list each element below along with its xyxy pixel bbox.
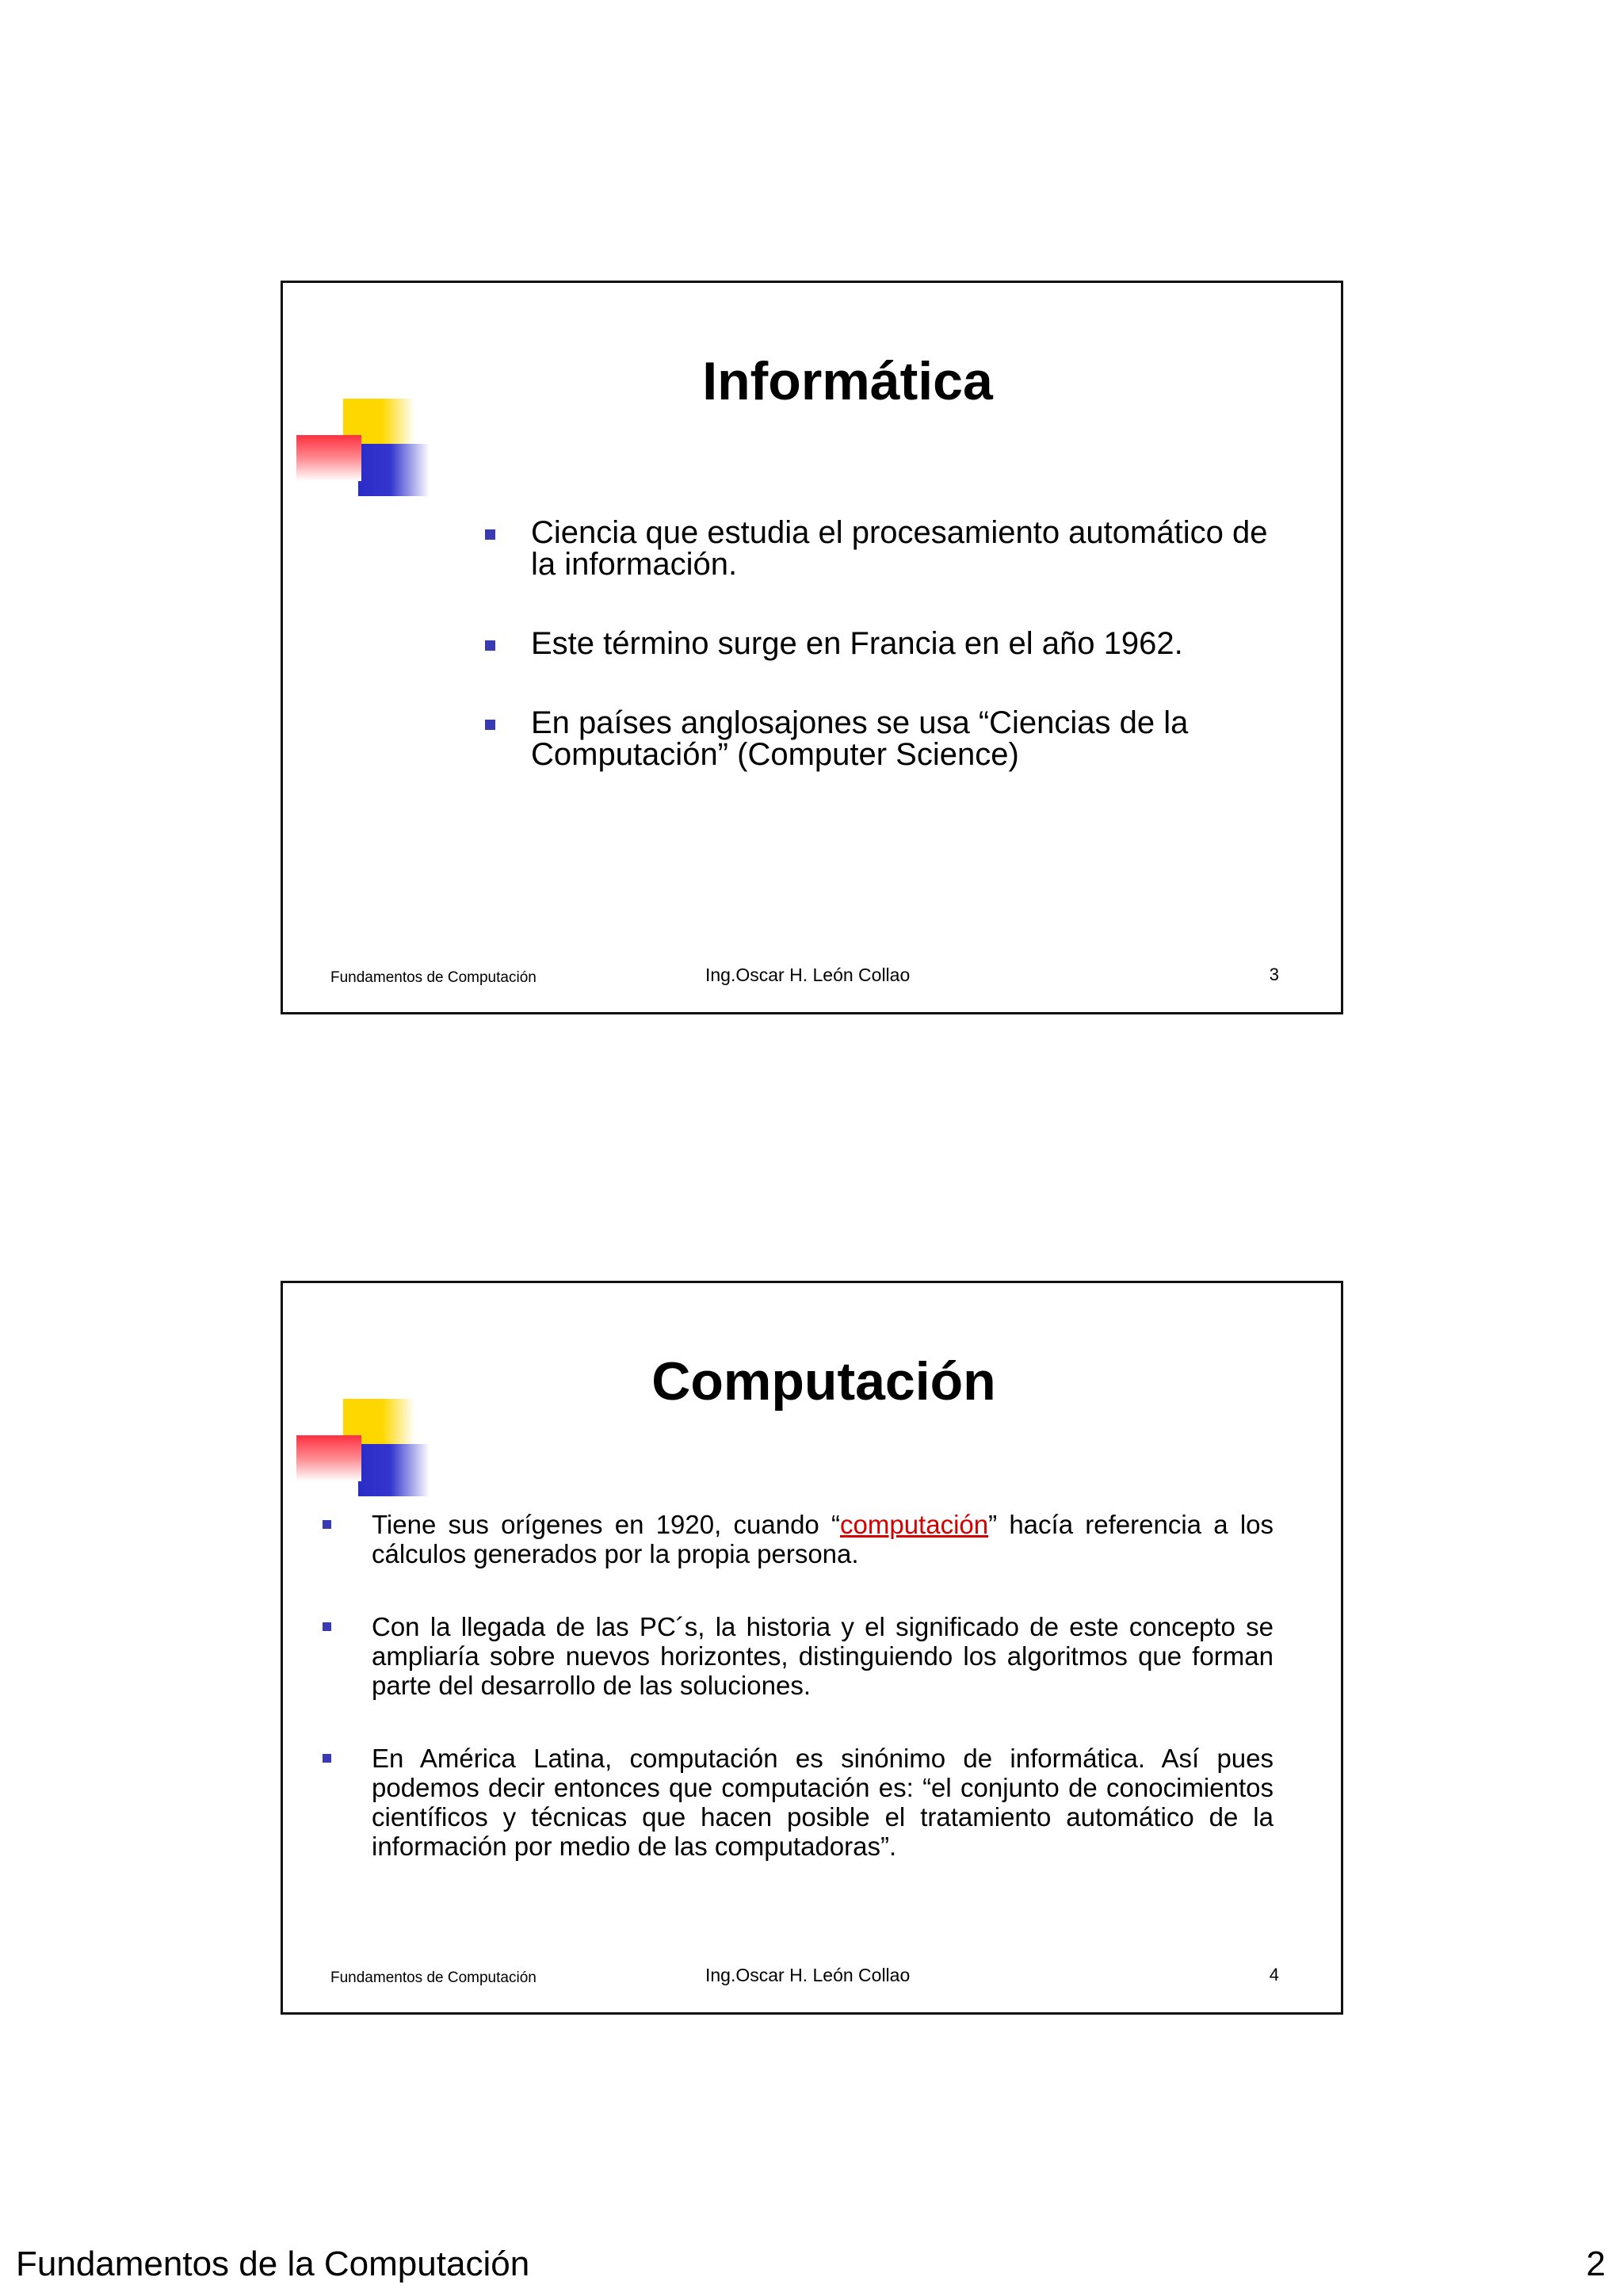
bullet-text — [372, 1510, 1274, 1568]
bullet-list — [323, 1510, 1274, 1904]
bullet-text: En América Latina, computación es sinónimo de informática. Así pues podemos decir entonces que computación es: “el conjunto de conocimientos científicos y técnicas que hacen posible el tratamiento automático de la información por medio de las computadoras”. — [372, 1744, 1274, 1861]
decorative-squares-logo — [296, 1399, 427, 1498]
bullet-text: Ciencia que estudia el procesamiento automático de la información. — [531, 515, 1268, 582]
slide-title: Informática — [702, 351, 993, 411]
decorative-squares-logo — [296, 399, 427, 498]
slide-page-number: 4 — [1269, 1965, 1279, 1985]
page-footer-number: 2 — [1586, 2244, 1606, 2283]
bullet-item — [485, 707, 1285, 770]
bullet-item — [323, 1612, 1274, 1700]
square-bullet-icon — [323, 1520, 331, 1529]
square-bullet-icon — [323, 1622, 331, 1631]
red-square — [296, 1435, 361, 1481]
square-bullet-icon — [485, 720, 495, 730]
bullet-item — [323, 1510, 1274, 1568]
slide-computacion — [281, 1281, 1343, 2015]
computacion-link[interactable]: computación — [840, 1510, 989, 1539]
bullet-text: En países anglosajones se usa “Ciencias de la Computación” (Computer Science) — [531, 705, 1189, 772]
bullet-item — [485, 628, 1285, 659]
slide-footer-author: Ing.Oscar H. León Collao — [705, 965, 911, 985]
square-bullet-icon — [485, 640, 495, 651]
bullet-text-after: ” hacía referencia a los cálculos generados por la propia persona. — [372, 1510, 1274, 1568]
slide-footer-course: Fundamentos de Computación — [330, 969, 537, 986]
square-bullet-icon — [323, 1754, 331, 1763]
red-square — [296, 435, 361, 481]
slide-page-number: 3 — [1269, 965, 1279, 984]
page-footer-title: Fundamentos de la Computación — [16, 2244, 530, 2283]
bullet-text-before: Tiene sus orígenes en 1920, cuando “ — [372, 1510, 840, 1539]
bullet-item — [323, 1744, 1274, 1861]
bullet-item — [485, 517, 1285, 580]
blue-square — [358, 1444, 430, 1496]
slide-title: Computación — [651, 1351, 996, 1412]
slide-footer-course: Fundamentos de Computación — [330, 1969, 537, 1986]
slide-informatica — [281, 281, 1343, 1014]
bullet-text: Con la llegada de las PC´s, la historia y el significado de este concepto se ampliaría sobre nuevos horizontes, distinguiendo los algoritmos que forman parte del desarrollo de las soluciones. — [372, 1612, 1274, 1700]
blue-square — [358, 444, 430, 496]
slide-footer-author: Ing.Oscar H. León Collao — [705, 1965, 911, 1985]
bullet-text: Este término surge en Francia en el año 1962. — [531, 626, 1183, 661]
square-bullet-icon — [485, 529, 495, 540]
bullet-list — [485, 517, 1285, 818]
